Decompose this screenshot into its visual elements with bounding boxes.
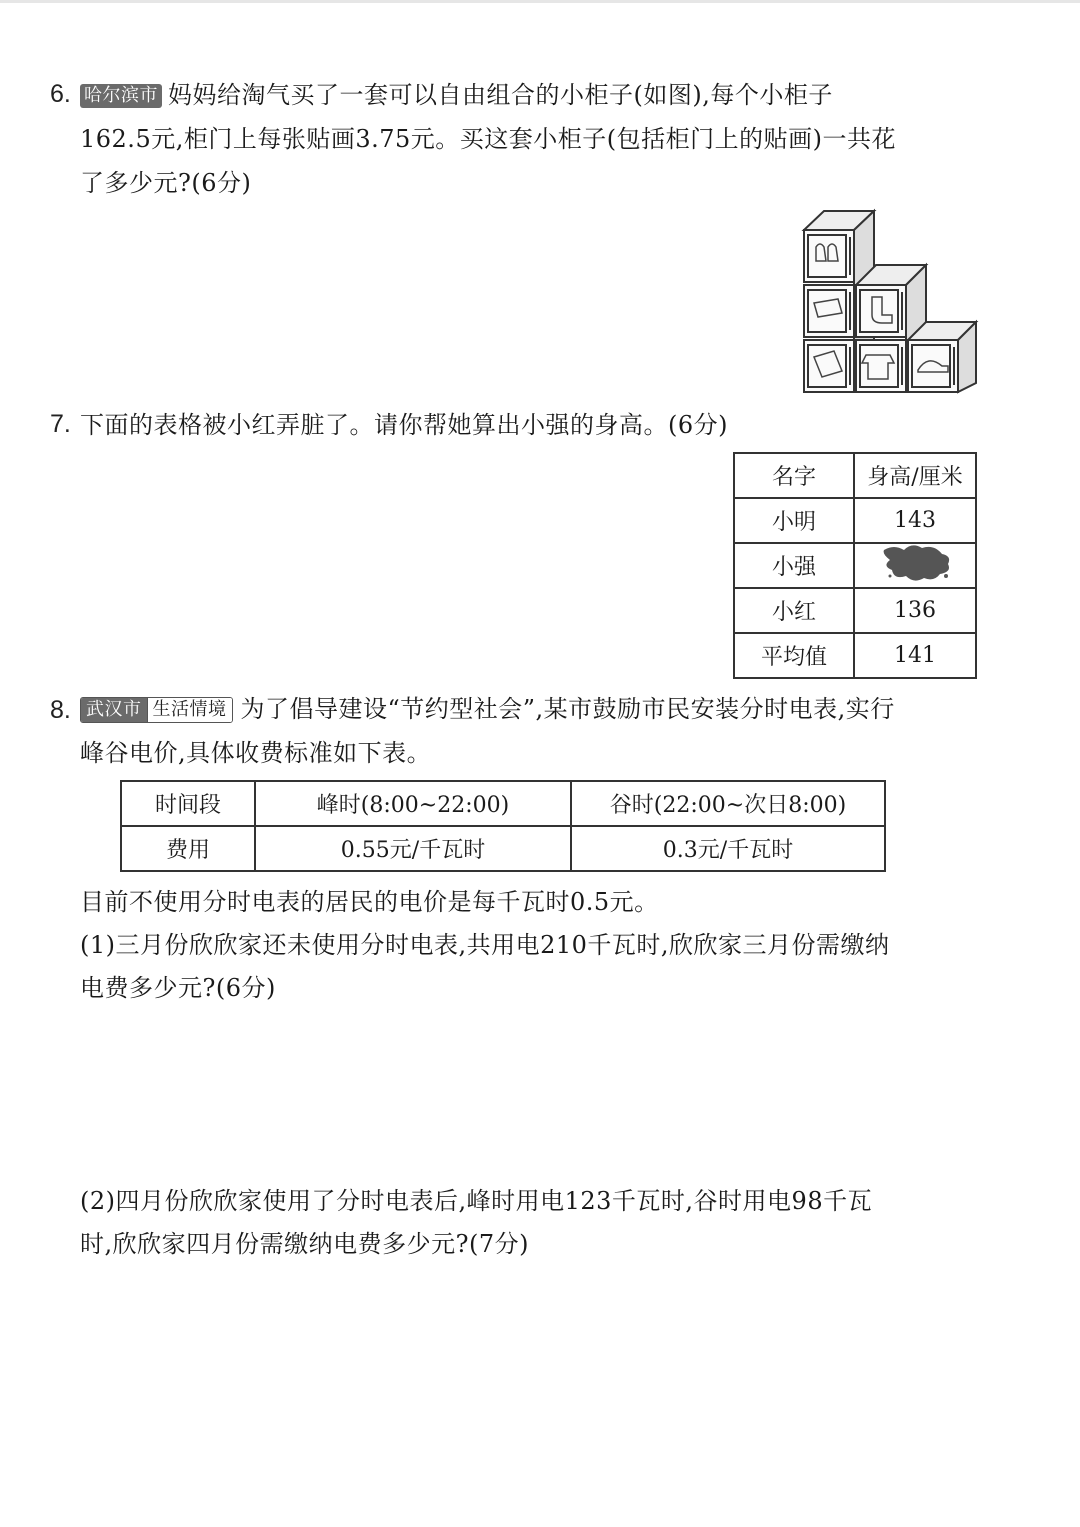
ink-stain bbox=[880, 542, 952, 582]
table-row bbox=[734, 588, 976, 633]
header-period: 时间段 bbox=[121, 781, 255, 826]
q8-line2: 峰谷电价,具体收费标准如下表。 bbox=[80, 739, 432, 767]
q8-city-tag: 武汉市 bbox=[81, 698, 147, 722]
header-height: 身高/厘米 bbox=[854, 453, 976, 498]
q8-line1 bbox=[80, 694, 895, 724]
row-name: 平均值 bbox=[734, 633, 854, 678]
q6-text-1: 妈妈给淘气买了一套可以自由组合的小柜子(如图),每个小柜子 bbox=[168, 81, 833, 109]
header-name: 名字 bbox=[734, 453, 854, 498]
q6-city-tag: 哈尔滨市 bbox=[80, 84, 162, 108]
q8-note: 目前不使用分时电表的居民的电价是每千瓦时0.5元。 bbox=[80, 888, 659, 916]
q8-sub1-line1: (1)三月份欣欣家还未使用分时电表,共用电210千瓦时,欣欣家三月份需缴纳 bbox=[80, 931, 890, 959]
row-name: 小强 bbox=[734, 543, 854, 588]
q6-line3: 了多少元?(6分) bbox=[80, 169, 252, 197]
table-row bbox=[734, 633, 976, 678]
header-valley: 谷时(22:00~次日8:00) bbox=[571, 781, 885, 826]
row-name: 小红 bbox=[734, 588, 854, 633]
row-name: 小明 bbox=[734, 498, 854, 543]
table-row bbox=[121, 826, 885, 871]
fee-table bbox=[120, 780, 886, 872]
q7-number: 7. bbox=[50, 410, 71, 438]
q8-sub1-line2: 电费多少元?(6分) bbox=[80, 974, 276, 1002]
q8-sub2-line1: (2)四月份欣欣家使用了分时电表后,峰时用电123千瓦时,谷时用电98千瓦 bbox=[80, 1187, 873, 1215]
valley-price: 0.3元/千瓦时 bbox=[571, 826, 885, 871]
q8-context-tag: 生活情境 bbox=[147, 698, 232, 722]
q8-text-1: 为了倡导建设“节约型社会”,某市鼓励市民安装分时电表,实行 bbox=[240, 695, 895, 723]
q8-sub2-line2: 时,欣欣家四月份需缴纳电费多少元?(7分) bbox=[80, 1230, 529, 1258]
q8-number: 8. bbox=[50, 696, 71, 724]
table-row bbox=[734, 498, 976, 543]
row-height: 136 bbox=[854, 588, 976, 633]
q8-tags bbox=[80, 697, 233, 723]
q6-line1 bbox=[80, 80, 833, 110]
header-peak: 峰时(8:00~22:00) bbox=[255, 781, 571, 826]
peak-price: 0.55元/千瓦时 bbox=[255, 826, 571, 871]
top-edge bbox=[0, 0, 1080, 3]
table-header-row bbox=[121, 781, 885, 826]
row-label-fee: 费用 bbox=[121, 826, 255, 871]
row-height: 143 bbox=[854, 498, 976, 543]
row-height: 141 bbox=[854, 633, 976, 678]
cabinet-illustration bbox=[798, 205, 980, 395]
q6-number: 6. bbox=[50, 80, 71, 108]
q7-text: 下面的表格被小红弄脏了。请你帮她算出小强的身高。(6分) bbox=[80, 411, 728, 439]
table-header-row bbox=[734, 453, 976, 498]
q6-line2: 162.5元,柜门上每张贴画3.75元。买这套小柜子(包括柜门上的贴画)一共花 bbox=[80, 125, 896, 153]
